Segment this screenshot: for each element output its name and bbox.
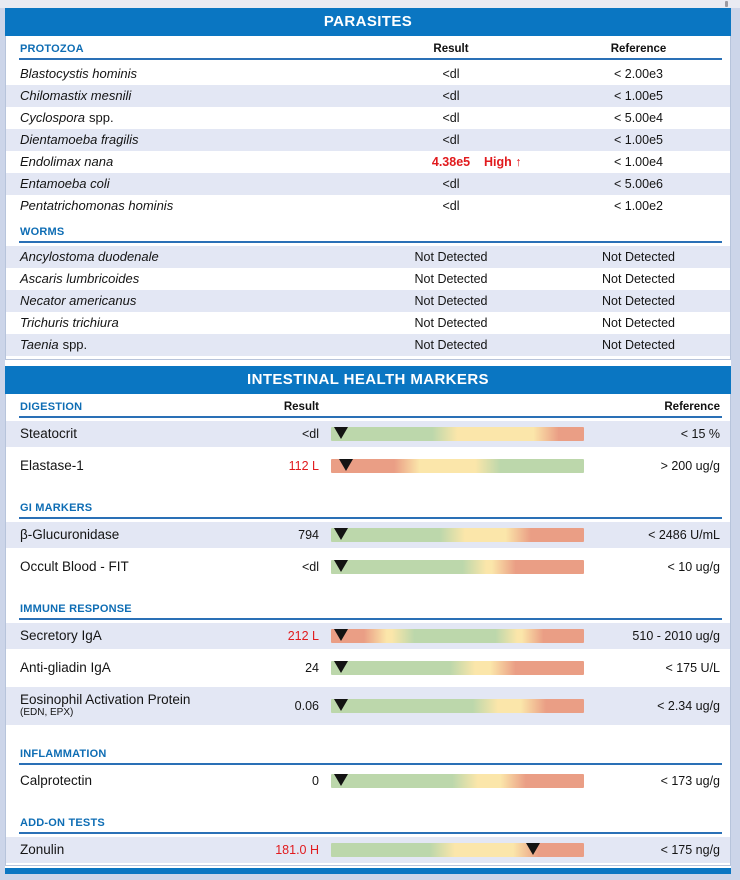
result-value: <dl xyxy=(442,177,460,191)
result-marker-icon xyxy=(526,843,540,855)
marker-row-anti-gliadin-iga xyxy=(6,655,730,681)
reference-value: < 5.00e4 xyxy=(613,111,663,125)
section-label: IMMUNE RESPONSE xyxy=(20,603,132,615)
reference-value: < 2486 U/mL xyxy=(648,528,720,542)
organism-name xyxy=(20,312,119,334)
organism-name xyxy=(20,129,139,151)
organism-name xyxy=(20,334,87,356)
section-label: PROTOZOA xyxy=(20,43,84,55)
result-value: <dl xyxy=(442,199,460,213)
section-header-protozoa xyxy=(19,42,722,60)
organism-name-text: Entamoeba coli xyxy=(20,176,110,191)
parasite-row-ascaris-lumbricoides xyxy=(6,268,730,290)
parasite-row-pentatrichomonas-hominis xyxy=(6,195,730,217)
parasite-row-ancylostoma-duodenale xyxy=(6,246,730,268)
result-marker-icon xyxy=(334,629,348,641)
result-value: 0.06 xyxy=(294,699,319,713)
result-marker-icon xyxy=(334,528,348,540)
range-bar xyxy=(331,560,584,574)
marker-name-text: Zonulin xyxy=(20,842,65,857)
section-header-worms xyxy=(19,225,722,243)
organism-name xyxy=(20,151,113,173)
section-label: GI MARKERS xyxy=(20,502,93,514)
range-bar xyxy=(331,528,584,542)
section-header-immune-response xyxy=(19,602,722,620)
result-value: Not Detected xyxy=(414,250,488,264)
result-value: <dl xyxy=(301,560,319,574)
result-value: Not Detected xyxy=(414,316,488,330)
organism-name-text: Ancylostoma duodenale xyxy=(20,249,159,264)
result-value: 112 L xyxy=(288,459,319,473)
organism-name xyxy=(20,107,114,129)
organism-name-text: Pentatrichomonas hominis xyxy=(20,198,174,213)
reference-value: 510 - 2010 ug/g xyxy=(632,629,720,643)
result-value: <dl xyxy=(301,427,319,441)
marker-row-calprotectin xyxy=(6,768,730,794)
organism-name-suffix: spp. xyxy=(62,337,88,352)
marker-row-occult-blood-fit xyxy=(6,554,730,580)
range-bar xyxy=(331,661,584,675)
reference-value: < 2.00e3 xyxy=(613,67,663,81)
marker-name-text: Elastase-1 xyxy=(20,458,84,473)
result-marker-icon xyxy=(339,459,353,471)
result-column-header: Result xyxy=(433,43,469,55)
result-value: 4.38e5 xyxy=(431,155,471,169)
parasite-row-dientamoeba-fragilis xyxy=(6,129,730,151)
organism-name xyxy=(20,195,173,217)
range-bar xyxy=(331,843,584,857)
result-column-header: Result xyxy=(283,401,319,413)
result-marker-icon xyxy=(334,427,348,439)
organism-name xyxy=(20,290,136,312)
organism-name-text: Taenia xyxy=(20,337,59,352)
marker-name xyxy=(20,768,92,794)
marker-name-subtext: (EDN, EPX) xyxy=(20,707,74,718)
organism-name-text: Cyclospora xyxy=(20,110,86,125)
parasite-row-taenia xyxy=(6,334,730,356)
next-section-header-partial xyxy=(5,868,731,874)
range-bar xyxy=(331,774,584,788)
section-label: ADD-ON TESTS xyxy=(20,817,105,829)
reference-value: < 173 ug/g xyxy=(660,774,720,788)
marker-row-glucuronidase xyxy=(6,522,730,548)
organism-name-text: Trichuris trichiura xyxy=(20,315,119,330)
parasites-panel xyxy=(5,8,731,360)
range-bar xyxy=(331,427,584,441)
high-flag: High ↑ xyxy=(484,155,522,169)
organism-name xyxy=(20,173,110,195)
result-value: <dl xyxy=(442,89,460,103)
organism-name-text: Ascaris lumbricoides xyxy=(20,271,140,286)
marker-name-text: β-Glucuronidase xyxy=(20,527,120,542)
organism-name xyxy=(20,63,137,85)
parasite-row-cyclospora xyxy=(6,107,730,129)
result-value: Not Detected xyxy=(414,338,488,352)
reference-value: Not Detected xyxy=(602,294,675,308)
parasite-row-trichuris-trichiura xyxy=(6,312,730,334)
section-header-gi-markers xyxy=(19,501,722,519)
reference-value: < 175 U/L xyxy=(665,661,720,675)
marker-row-secretory-iga xyxy=(6,623,730,649)
parasites-section-title: PARASITES xyxy=(5,8,731,36)
reference-value: < 10 ug/g xyxy=(667,560,720,574)
marker-name xyxy=(20,554,129,580)
section-label: INFLAMMATION xyxy=(20,748,107,760)
marker-row-steatocrit xyxy=(6,421,730,447)
result-value: Not Detected xyxy=(414,294,488,308)
reference-value: Not Detected xyxy=(602,272,675,286)
marker-name xyxy=(20,421,77,447)
reference-value: < 175 ng/g xyxy=(660,843,720,857)
reference-value: Not Detected xyxy=(602,250,675,264)
organism-name xyxy=(20,85,131,107)
result-value: <dl xyxy=(442,111,460,125)
marker-row-elastase-1 xyxy=(6,453,730,479)
marker-name-text: Eosinophil Activation Protein xyxy=(20,692,191,707)
marker-name-text: Steatocrit xyxy=(20,426,78,441)
reference-value: < 1.00e2 xyxy=(613,199,663,213)
reference-value: < 15 % xyxy=(680,427,720,441)
organism-name-suffix: spp. xyxy=(89,110,114,125)
top-edge-artifact xyxy=(725,1,728,7)
range-bar xyxy=(331,629,584,643)
reference-column-header: Reference xyxy=(610,43,667,55)
reference-column-header: Reference xyxy=(664,401,720,413)
result-marker-icon xyxy=(334,560,348,572)
reference-value: < 5.00e6 xyxy=(613,177,663,191)
reference-value: < 2.34 ug/g xyxy=(657,699,720,713)
parasite-row-entamoeba-coli xyxy=(6,173,730,195)
reference-value: < 1.00e5 xyxy=(613,89,663,103)
result-value: Not Detected xyxy=(414,272,488,286)
marker-name-text: Calprotectin xyxy=(20,773,93,788)
parasite-row-necator-americanus xyxy=(6,290,730,312)
result-value: 212 L xyxy=(287,629,319,643)
result-value: 24 xyxy=(305,661,319,675)
markers-section-title: INTESTINAL HEALTH MARKERS xyxy=(5,366,731,394)
intestinal-health-markers-panel xyxy=(5,366,731,866)
section-label: WORMS xyxy=(20,226,65,238)
marker-name xyxy=(20,453,84,479)
result-value: 0 xyxy=(312,774,319,788)
result-marker-icon xyxy=(334,774,348,786)
marker-name xyxy=(20,655,111,681)
parasites-table xyxy=(5,36,731,360)
parasite-row-chilomastix-mesnili xyxy=(6,85,730,107)
result-value: <dl xyxy=(442,133,460,147)
reference-value: Not Detected xyxy=(602,316,675,330)
organism-name-text: Blastocystis hominis xyxy=(20,66,138,81)
organism-name-text: Necator americanus xyxy=(20,293,137,308)
parasite-row-endolimax-nana xyxy=(6,151,730,173)
organism-name-text: Dientamoeba fragilis xyxy=(20,132,139,147)
range-bar xyxy=(331,459,584,473)
section-label: DIGESTION xyxy=(20,401,83,413)
marker-name xyxy=(20,522,119,548)
top-strip xyxy=(0,0,740,8)
organism-name-text: Chilomastix mesnili xyxy=(20,88,132,103)
section-header-digestion xyxy=(19,400,722,418)
markers-table xyxy=(5,394,731,866)
range-bar xyxy=(331,699,584,713)
result-value: 181.0 H xyxy=(275,843,319,857)
reference-value: < 1.00e4 xyxy=(613,155,663,169)
section-header-add-on-tests xyxy=(19,816,722,834)
marker-name-text: Occult Blood - FIT xyxy=(20,559,129,574)
organism-name xyxy=(20,268,139,290)
report-content xyxy=(5,8,731,874)
reference-value: > 200 ug/g xyxy=(660,459,720,473)
organism-name-text: Endolimax nana xyxy=(20,154,114,169)
result-value: 794 xyxy=(298,528,319,542)
marker-name xyxy=(20,692,190,718)
marker-name-text: Secretory IgA xyxy=(20,628,102,643)
marker-row-eosinophil-activation-protein xyxy=(6,687,730,725)
section-header-inflammation xyxy=(19,747,722,765)
marker-row-zonulin xyxy=(6,837,730,863)
result-marker-icon xyxy=(334,699,348,711)
parasite-row-blastocystis-hominis xyxy=(6,63,730,85)
marker-name xyxy=(20,623,102,649)
marker-name-text: Anti-gliadin IgA xyxy=(20,660,111,675)
reference-value: Not Detected xyxy=(602,338,675,352)
result-value: <dl xyxy=(442,67,460,81)
reference-value: < 1.00e5 xyxy=(613,133,663,147)
organism-name xyxy=(20,246,159,268)
marker-name xyxy=(20,837,64,863)
result-marker-icon xyxy=(334,661,348,673)
